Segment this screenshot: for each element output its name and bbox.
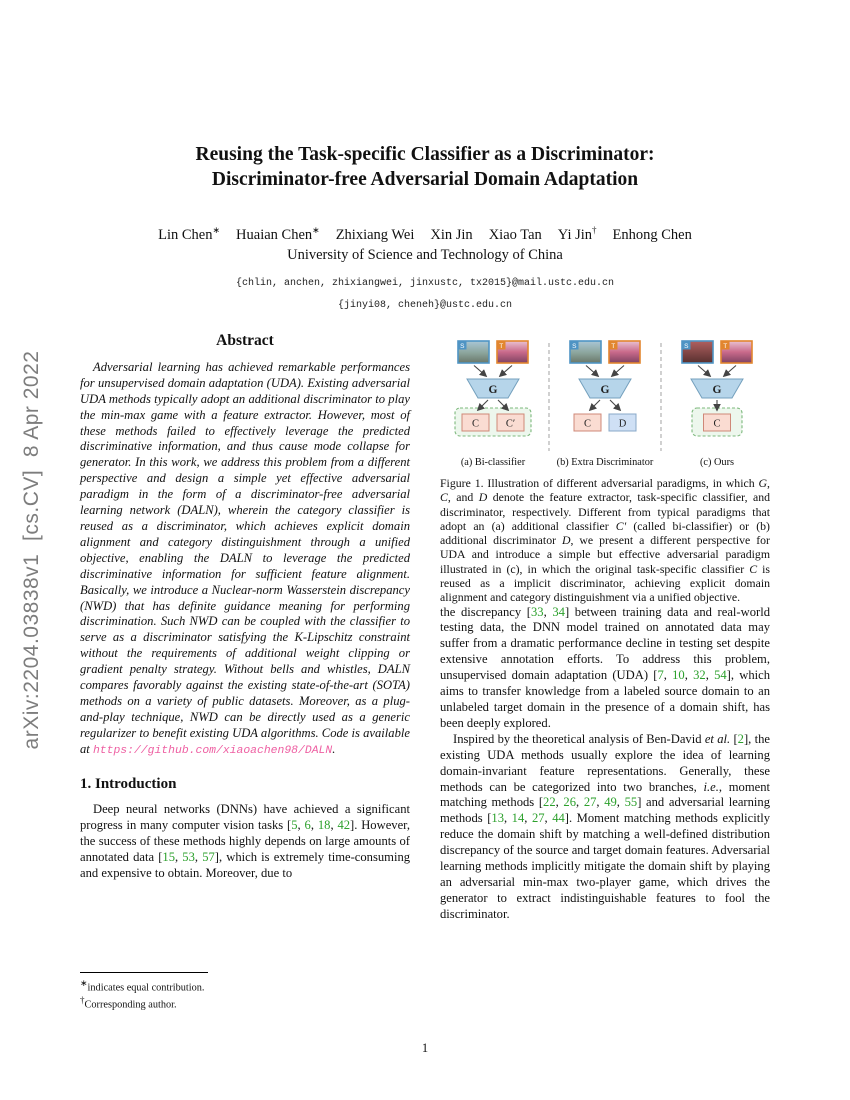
author-name-text: Xin Jin [430,226,473,243]
text-segment: , [543,604,553,619]
citation-link[interactable]: 13 [491,811,504,826]
author-mark: ∗ [312,225,320,235]
arrow-icon [698,366,710,377]
page-number: 1 [421,1041,429,1055]
text-segment: , [684,668,694,683]
generator-label: G [488,384,498,396]
citation-link[interactable]: 27 [583,795,597,810]
footnote-rule [80,972,208,973]
figure-panel-b [557,341,654,468]
source-label: S [460,343,465,350]
math-var: C [749,561,758,576]
math-var: C′ [615,518,627,533]
citation-link[interactable]: 42 [337,818,351,833]
citation-link[interactable]: 54 [714,668,727,683]
source-label: S [572,343,577,350]
affiliation: University of Science and Technology of China [287,246,563,263]
arrow-icon [500,366,512,377]
text-segment: , and [447,490,479,505]
arrow-icon [610,400,620,410]
footnote-2 [80,994,410,1011]
citation-link[interactable]: 33 [530,604,544,619]
author-name-text: Lin Chen [158,226,213,243]
classifier-label: C [471,418,480,430]
text-segment: ] between training data and real-world testing data, the DNN model trained on annotated data may suffer from a dramatic performance decline in testing set despite extensive annotation efforts. To address this problem, unsupervised domain adaptation (UDA) [ [440,604,771,683]
author-name [336,227,415,243]
text-segment: , [544,811,553,826]
arrow-icon [474,366,486,377]
text-segment: , [663,668,673,683]
author-name [158,227,220,243]
text-segment: Figure 1. Illustration of different adversarial paradigms, in which [440,475,759,490]
text-segment: Inspired by the theoretical analysis of Ben-David [453,731,705,746]
arrow-icon [590,400,600,410]
subfigure-caption-b: (b) Extra Discriminator [556,457,654,468]
figure-1 [440,337,770,605]
math-var: G [758,475,768,490]
section-heading-introduction: 1. Introduction [80,775,177,792]
generator-label: G [712,384,722,396]
title-line-1: Reusing the Task-specific Classifier as a Discriminator: [195,144,655,165]
subfigure-caption-a: (a) Bi-classifier [460,457,526,468]
figure-panel-c [682,341,752,468]
citation-link[interactable]: 14 [511,811,525,826]
citation-link[interactable]: 34 [552,604,565,619]
citation-link[interactable]: 22 [543,795,556,810]
citation-link[interactable]: 5 [291,818,298,833]
text-segment: denote the feature extractor, task-specific classifier, and discriminator, respectively. Different from typical paradigms that adopt an (a) additional classifier [440,490,770,533]
body-paragraph-2 [440,732,770,923]
footnote-1-marker: ∗ [80,978,88,988]
text-segment: , [555,795,564,810]
left-column [80,333,410,882]
discriminator-label: D [618,418,627,430]
text-segment: the discrepancy [ [440,604,531,619]
math-var: C [440,490,448,505]
italic-text: et al. [704,731,731,746]
author-name [236,227,320,243]
text-segment: , [596,795,605,810]
text-segment: , [524,811,532,826]
citation-link[interactable]: 2 [737,731,744,746]
author-list [80,225,770,244]
arxiv-watermark: arXiv:2204.03838v1 [cs.CV] 8 Apr 2022 [20,350,43,750]
citation-link[interactable]: 27 [531,811,545,826]
author-name-text: Xiao Tan [488,226,542,243]
abstract-paragraph [80,360,410,760]
italic-text: i.e. [703,779,719,794]
figure-panel-a [455,341,531,468]
arrow-icon [612,366,624,377]
footnote-2-text: Corresponding author. [84,999,177,1011]
text-segment: , [330,818,338,833]
author-mark: ∗ [212,225,221,235]
email-line-2: {jinyi08, cheneh}@ustc.edu.cn [337,299,513,311]
target-label: T [499,343,504,350]
right-column [440,333,770,923]
text-segment: ]. However, the success of these methods highly depends on large amounts of annotated data [ [80,818,411,865]
footnote-2-marker: † [80,995,85,1006]
footnote-block [80,972,410,1012]
citation-link[interactable]: 32 [693,668,706,683]
text-segment: [ [730,731,738,746]
text-segment: , [310,818,318,833]
title-line-2: Discriminator-free Adversarial Domain Adaptation [211,169,639,190]
text-segment: , [616,795,625,810]
introduction-paragraph-1 [80,802,410,882]
citation-link[interactable]: 15 [162,850,175,865]
citation-link[interactable]: 26 [563,795,577,810]
text-segment: , [767,475,770,490]
email-block [80,273,770,317]
citation-link[interactable]: 7 [657,668,664,683]
citation-link[interactable]: 49 [604,795,617,810]
citation-link[interactable]: 44 [552,811,565,826]
math-var: D [561,533,571,548]
classifier-label: C [583,418,592,430]
author-name-text: Yi Jin [557,226,593,243]
url-link[interactable]: https://github.com/xiaoachen98/DALN [92,744,333,757]
citation-link[interactable]: 6 [304,818,311,833]
generator-label: G [600,384,610,396]
text-segment: Deep neural networks (DNNs) have achieved a significant progress in many computer vision tasks [ [80,802,410,833]
footnote-1-text: indicates equal contribution. [87,982,205,994]
abstract-heading: Abstract [216,332,274,349]
author-name [558,227,597,243]
text-segment: , [194,850,203,865]
citation-link[interactable]: 57 [202,850,215,865]
citation-link[interactable]: 53 [182,850,195,865]
page-title [80,142,770,192]
math-var: D [478,490,488,505]
text-segment: ], which aims to transfer knowledge from a labeled source domain to an unlabeled target domain in the presence of a domain shift, has been deeply explored. [440,668,770,730]
figure-1-diagram [440,337,770,471]
classifier-prime-label: C′ [505,418,516,430]
text-segment: , we present a different perspective for UDA and introduce a simple but effective adversarial paradigm illustrated in (c), in which the original task-specific classifier [440,533,770,576]
text-segment: , [175,850,183,865]
footnote-1 [80,977,410,994]
paper-header [80,142,770,317]
citation-link[interactable]: 10 [672,668,685,683]
text-segment: , moment matching methods [ [440,779,770,810]
author-name-text: Huaian Chen [236,226,313,243]
author-name-text: Enhong Chen [612,226,692,243]
text-segment: ], the existing UDA methods usually explore the idea of learning domain-invariant feature representations. Generally, these methods can be categorized into two branches, [440,731,770,794]
text-segment: Adversarial learning has achieved remarkable performances for unsupervised domain adaptation (UDA). Existing adversarial UDA methods typically adopt an additional discriminator to play the min-max game with a feature extractor. However, most of these methods failed to effectively leverage the predicted discriminative information, and thus cause mode collapse for generator. In this work, we address this problem from a different perspective and design a simple yet effective adversarial paradigm in the form of a discriminator-free adversarial learning network (DALN), wherein the category classifier is reused as a discriminator, which achieves explicit domain alignment and category distinguishment through a unified objective, enabling the DALN to leverage the predicted discriminative information for sufficient feature alignment. Basically, we introduce a Nuclear-norm Wasserstein discrepancy (NWD) that has definite guidance meaning for performing discrimination. Such NWD can be coupled with the classifier to serve as a discriminator satisfying the K-Lipschitz constraint without the requirements of additional weight clipping or gradient penalty strategy. Without bells and whistles, DALN compares favorably against the existing state-of-the-art (SOTA) methods on a variety of public datasets. Moreover, as a plug-and-play technique, NWD can be directly used as a generic regularizer to benefit existing UDA algorithms. Code is available at [80,359,410,756]
author-name [613,227,692,243]
author-name-text: Zhixiang Wei [335,226,415,243]
subfigure-caption-c: (c) Ours [699,457,735,468]
author-name [489,227,542,243]
citation-link[interactable]: 55 [624,795,638,810]
text-segment: ]. Moment matching methods explicitly reduce the domain shift by matching a well-defined distribution discrepancy of the source and target domain features. Adversarial learning methods implicitly mitigate the domain shift by playing an adversarial min-max two-player game, which drives the generator to extract indistinguishable features to fool the discriminator. [440,811,771,921]
body-paragraph-1 [440,605,770,732]
text-segment: , [576,795,584,810]
text-segment: . [332,741,336,756]
author-mark: † [592,225,597,235]
text-segment: (called bi-classifier) or (b) additional discriminator [440,518,770,548]
arrow-icon [586,366,598,377]
source-label: S [684,343,689,350]
figure-1-caption [440,476,770,605]
text-segment: ] and adversarial learning methods [ [440,795,771,826]
target-label: T [611,343,616,350]
citation-link[interactable]: 18 [317,818,331,833]
text-segment: , [504,811,512,826]
email-line-1: {chlin, anchen, zhixiangwei, jinxustc, tx2015}@mail.ustc.edu.cn [235,277,615,289]
text-segment: ], which is extremely time-consuming and expensive to obtain. Moreover, due to [80,850,411,881]
text-segment: , [705,668,715,683]
text-segment: is reused as a implicit discriminator, achieving explicit domain alignment and category distinguishment via a unified objective. [440,561,770,605]
target-label: T [723,343,728,350]
classifier-label: C [713,418,721,430]
arrow-icon [724,366,736,377]
author-name [430,227,472,243]
text-segment: , [297,818,305,833]
